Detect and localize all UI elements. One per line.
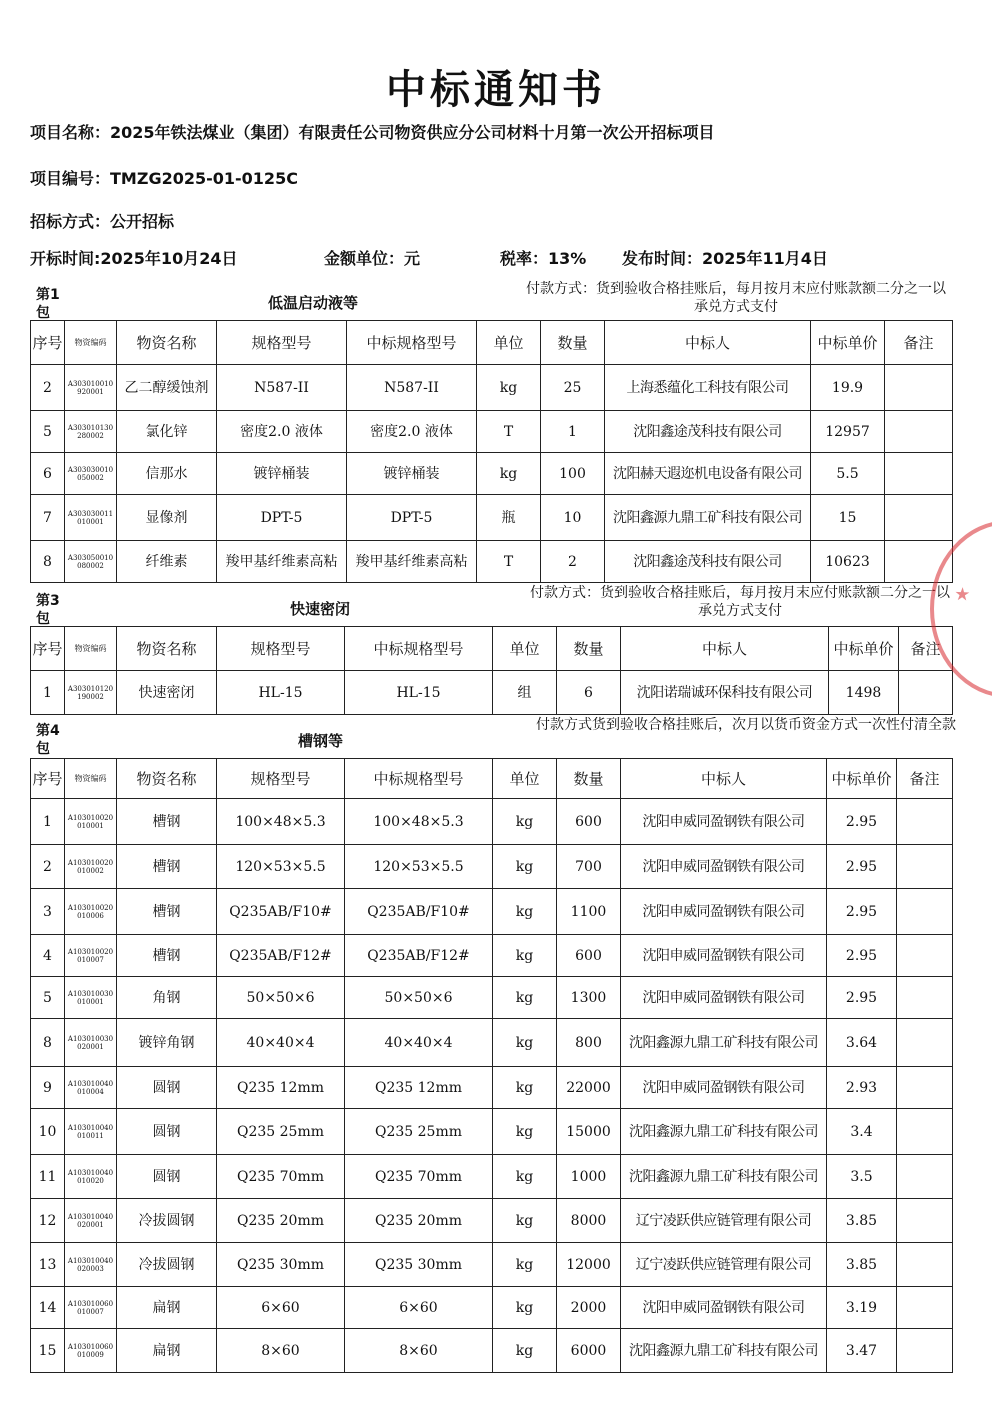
- cell-code: A103010040010020: [65, 1155, 117, 1199]
- cell-qty: 12000: [557, 1243, 621, 1287]
- cell-note: [897, 1109, 953, 1155]
- bid-table-package-4: [30, 758, 953, 1373]
- cell-name: 槽钢: [117, 935, 217, 977]
- table-row: [31, 1329, 953, 1373]
- cell-win-spec: Q235 70mm: [345, 1155, 493, 1199]
- cell-unit: kg: [493, 1019, 557, 1067]
- cell-code: A103010060010009: [65, 1329, 117, 1373]
- cell-qty: 2000: [557, 1287, 621, 1329]
- cell-qty: 10: [541, 495, 605, 541]
- cell-qty: 1100: [557, 889, 621, 935]
- cell-note: [897, 1243, 953, 1287]
- cell-name: 镀锌角钢: [117, 1019, 217, 1067]
- cell-winner: 沈阳鑫源九鼎工矿科技有限公司: [621, 1155, 827, 1199]
- package-name: 槽钢等: [298, 732, 344, 750]
- cell-winner: 沈阳鑫源九鼎工矿科技有限公司: [621, 1329, 827, 1373]
- table-row: [31, 1109, 953, 1155]
- cell-win-spec: 50×50×6: [345, 977, 493, 1019]
- cell-note: [897, 977, 953, 1019]
- cell-name: 扁钢: [117, 1329, 217, 1373]
- header-unit: 单位: [477, 321, 541, 365]
- cell-code: A103010060010007: [65, 1287, 117, 1329]
- cell-price: 3.5: [827, 1155, 897, 1199]
- cell-name: 槽钢: [117, 889, 217, 935]
- cell-name: 角钢: [117, 977, 217, 1019]
- payment-terms: 付款方式：货到验收合格挂账后，每月按月末应付账款额二分之一以承兑方式支付: [530, 585, 950, 619]
- cell-name: 槽钢: [117, 799, 217, 845]
- cell-spec: Q235 20mm: [217, 1199, 345, 1243]
- cell-winner: 沈阳鑫源九鼎工矿科技有限公司: [605, 495, 811, 541]
- header-winner: 中标人: [621, 627, 829, 671]
- cell-name: 纤维素: [117, 541, 217, 583]
- cell-seq: 8: [31, 541, 65, 583]
- cell-price: 19.9: [811, 365, 885, 411]
- cell-seq: 5: [31, 411, 65, 453]
- cell-code: A303010010920001: [65, 365, 117, 411]
- cell-unit: kg: [493, 799, 557, 845]
- header-note: 备注: [899, 627, 953, 671]
- cell-note: [897, 1155, 953, 1199]
- header-note: 备注: [897, 759, 953, 799]
- cell-win-spec: Q235AB/F10#: [345, 889, 493, 935]
- cell-winner: 上海悉蕴化工科技有限公司: [605, 365, 811, 411]
- cell-spec: Q235 25mm: [217, 1109, 345, 1155]
- header-win-spec: 中标规格型号: [345, 759, 493, 799]
- cell-winner: 沈阳申威同盈钢铁有限公司: [621, 1287, 827, 1329]
- table-row: [31, 541, 953, 583]
- cell-note: [885, 411, 953, 453]
- cell-winner: 沈阳鑫途茂科技有限公司: [605, 411, 811, 453]
- table-header-row: [31, 627, 953, 671]
- header-spec: 规格型号: [217, 321, 347, 365]
- cell-price: 3.4: [827, 1109, 897, 1155]
- cell-note: [897, 845, 953, 889]
- cell-code: A103010040020001: [65, 1199, 117, 1243]
- cell-unit: T: [477, 541, 541, 583]
- cell-price: 1498: [829, 671, 899, 715]
- cell-price: 2.95: [827, 889, 897, 935]
- cell-note: [897, 935, 953, 977]
- cell-seq: 14: [31, 1287, 65, 1329]
- cell-price: 3.19: [827, 1287, 897, 1329]
- header-seq: 序号: [31, 627, 65, 671]
- package-label: 第3包: [36, 593, 60, 627]
- header-price: 中标单价: [811, 321, 885, 365]
- cell-win-spec: 羧甲基纤维素高粘: [347, 541, 477, 583]
- cell-seq: 2: [31, 365, 65, 411]
- cell-note: [897, 1199, 953, 1243]
- table-row: [31, 365, 953, 411]
- table-header-row: [31, 759, 953, 799]
- cell-name: 圆钢: [117, 1067, 217, 1109]
- cell-note: [897, 1287, 953, 1329]
- header-name: 物资名称: [117, 627, 217, 671]
- table-row: [31, 1019, 953, 1067]
- cell-unit: kg: [493, 1155, 557, 1199]
- cell-winner: 沈阳鑫源九鼎工矿科技有限公司: [621, 1109, 827, 1155]
- cell-unit: kg: [493, 935, 557, 977]
- document-title: 中标通知书: [386, 67, 606, 113]
- cell-spec: 密度2.0 液体: [217, 411, 347, 453]
- publish-time: 发布时间：2025年11月4日: [622, 249, 828, 268]
- cell-unit: kg: [493, 1199, 557, 1243]
- header-unit: 单位: [493, 627, 557, 671]
- tax-rate: 税率：13%: [500, 249, 587, 268]
- cell-winner: 沈阳申威同盈钢铁有限公司: [621, 1067, 827, 1109]
- cell-winner: 沈阳申威同盈钢铁有限公司: [621, 977, 827, 1019]
- cell-qty: 700: [557, 845, 621, 889]
- cell-qty: 25: [541, 365, 605, 411]
- header-code: 物资编码: [65, 627, 117, 671]
- table-header-row: [31, 321, 953, 365]
- cell-unit: kg: [477, 453, 541, 495]
- package-label: 第4包: [36, 723, 60, 757]
- cell-code: A103010040020003: [65, 1243, 117, 1287]
- cell-qty: 100: [541, 453, 605, 495]
- cell-code: A303010120190002: [65, 671, 117, 715]
- cell-win-spec: Q235 30mm: [345, 1243, 493, 1287]
- cell-spec: 120×53×5.5: [217, 845, 345, 889]
- cell-unit: T: [477, 411, 541, 453]
- cell-name: 冷拔圆钢: [117, 1199, 217, 1243]
- cell-winner: 沈阳申威同盈钢铁有限公司: [621, 889, 827, 935]
- table-row: [31, 977, 953, 1019]
- cell-winner: 沈阳申威同盈钢铁有限公司: [621, 935, 827, 977]
- cell-price: 12957: [811, 411, 885, 453]
- cell-note: [897, 889, 953, 935]
- cell-price: 15: [811, 495, 885, 541]
- cell-price: 10623: [811, 541, 885, 583]
- cell-price: 3.64: [827, 1019, 897, 1067]
- cell-note: [897, 1329, 953, 1373]
- table-row: [31, 671, 953, 715]
- cell-spec: 羧甲基纤维素高粘: [217, 541, 347, 583]
- cell-unit: kg: [493, 1109, 557, 1155]
- cell-unit: kg: [493, 1243, 557, 1287]
- cell-winner: 沈阳赫天遐迩机电设备有限公司: [605, 453, 811, 495]
- cell-name: 乙二醇缓蚀剂: [117, 365, 217, 411]
- cell-win-spec: Q235AB/F12#: [345, 935, 493, 977]
- cell-win-spec: 100×48×5.3: [345, 799, 493, 845]
- header-unit: 单位: [493, 759, 557, 799]
- cell-spec: Q235AB/F10#: [217, 889, 345, 935]
- header-qty: 数量: [557, 627, 621, 671]
- cell-code: A103010030020001: [65, 1019, 117, 1067]
- cell-price: 2.95: [827, 799, 897, 845]
- cell-note: [897, 1067, 953, 1109]
- cell-seq: 4: [31, 935, 65, 977]
- table-row: [31, 1067, 953, 1109]
- cell-note: [899, 671, 953, 715]
- cell-spec: N587-II: [217, 365, 347, 411]
- cell-code: A103010020010002: [65, 845, 117, 889]
- cell-winner: 辽宁凌跃供应链管理有限公司: [621, 1243, 827, 1287]
- cell-seq: 5: [31, 977, 65, 1019]
- cell-qty: 6: [557, 671, 621, 715]
- table-row: [31, 411, 953, 453]
- cell-unit: kg: [493, 1067, 557, 1109]
- header-price: 中标单价: [827, 759, 897, 799]
- cell-qty: 600: [557, 799, 621, 845]
- cell-seq: 13: [31, 1243, 65, 1287]
- cell-name: 扁钢: [117, 1287, 217, 1329]
- cell-code: A103010030010001: [65, 977, 117, 1019]
- cell-unit: kg: [493, 977, 557, 1019]
- cell-seq: 11: [31, 1155, 65, 1199]
- cell-win-spec: HL-15: [345, 671, 493, 715]
- cell-winner: 沈阳申威同盈钢铁有限公司: [621, 845, 827, 889]
- cell-win-spec: DPT-5: [347, 495, 477, 541]
- project-name-label: 项目名称：: [30, 123, 111, 142]
- cell-win-spec: Q235 20mm: [345, 1199, 493, 1243]
- cell-spec: 镀锌桶装: [217, 453, 347, 495]
- table-row: [31, 889, 953, 935]
- cell-code: A103010020010007: [65, 935, 117, 977]
- header-code: 物资编码: [65, 759, 117, 799]
- cell-unit: kg: [477, 365, 541, 411]
- cell-seq: 8: [31, 1019, 65, 1067]
- cell-price: 2.95: [827, 977, 897, 1019]
- header-note: 备注: [885, 321, 953, 365]
- header-winner: 中标人: [621, 759, 827, 799]
- project-name-line: [30, 120, 715, 143]
- cell-price: 3.85: [827, 1199, 897, 1243]
- cell-win-spec: 镀锌桶装: [347, 453, 477, 495]
- cell-spec: 8×60: [217, 1329, 345, 1373]
- table-row: [31, 1287, 953, 1329]
- cell-name: 显像剂: [117, 495, 217, 541]
- table-row: [31, 935, 953, 977]
- table-row: [31, 1199, 953, 1243]
- cell-win-spec: Q235 25mm: [345, 1109, 493, 1155]
- cell-code: A303010130280002: [65, 411, 117, 453]
- cell-spec: 40×40×4: [217, 1019, 345, 1067]
- cell-unit: kg: [493, 1329, 557, 1373]
- cell-qty: 15000: [557, 1109, 621, 1155]
- cell-name: 冷拔圆钢: [117, 1243, 217, 1287]
- cell-win-spec: 8×60: [345, 1329, 493, 1373]
- table-row: [31, 799, 953, 845]
- cell-qty: 8000: [557, 1199, 621, 1243]
- cell-seq: 10: [31, 1109, 65, 1155]
- bid-table-package-1: [30, 320, 953, 583]
- cell-unit: 组: [493, 671, 557, 715]
- cell-note: [897, 799, 953, 845]
- cell-spec: HL-15: [217, 671, 345, 715]
- cell-winner: 辽宁凌跃供应链管理有限公司: [621, 1199, 827, 1243]
- project-no-line: [30, 166, 298, 189]
- cell-seq: 12: [31, 1199, 65, 1243]
- project-no: TMZG2025-01-0125C: [110, 169, 298, 188]
- cell-winner: 沈阳鑫途茂科技有限公司: [605, 541, 811, 583]
- header-qty: 数量: [557, 759, 621, 799]
- cell-note: [885, 453, 953, 495]
- header-name: 物资名称: [117, 759, 217, 799]
- bid-table-package-3: [30, 626, 953, 715]
- header-price: 中标单价: [829, 627, 899, 671]
- cell-code: A103010040010011: [65, 1109, 117, 1155]
- table-row: [31, 1243, 953, 1287]
- cell-qty: 6000: [557, 1329, 621, 1373]
- package-label: 第1包: [36, 287, 60, 321]
- cell-code: A103010020010006: [65, 889, 117, 935]
- cell-name: 快速密闭: [117, 671, 217, 715]
- cell-code: A103010020010001: [65, 799, 117, 845]
- package-name: 快速密闭: [290, 600, 351, 618]
- cell-qty: 22000: [557, 1067, 621, 1109]
- cell-code: A303050010080002: [65, 541, 117, 583]
- table-row: [31, 453, 953, 495]
- cell-seq: 15: [31, 1329, 65, 1373]
- cell-name: 圆钢: [117, 1155, 217, 1199]
- cell-spec: 6×60: [217, 1287, 345, 1329]
- cell-note: [885, 495, 953, 541]
- cell-name: 圆钢: [117, 1109, 217, 1155]
- header-seq: 序号: [31, 321, 65, 365]
- cell-win-spec: 6×60: [345, 1287, 493, 1329]
- project-name: 2025年铁法煤业（集团）有限责任公司物资供应分公司材料十月第一次公开招标项目: [110, 123, 715, 142]
- cell-seq: 9: [31, 1067, 65, 1109]
- cell-code: A303030010050002: [65, 453, 117, 495]
- table-row: [31, 495, 953, 541]
- cell-winner: 沈阳诺瑞诚环保科技有限公司: [621, 671, 829, 715]
- cell-unit: 瓶: [477, 495, 541, 541]
- cell-price: 2.95: [827, 935, 897, 977]
- cell-qty: 1300: [557, 977, 621, 1019]
- cell-price: 5.5: [811, 453, 885, 495]
- cell-seq: 2: [31, 845, 65, 889]
- cell-price: 2.93: [827, 1067, 897, 1109]
- cell-seq: 1: [31, 671, 65, 715]
- payment-terms: 付款方式：货到验收合格挂账后，每月按月末应付账款额二分之一以承兑方式支付: [526, 281, 946, 315]
- header-winner: 中标人: [605, 321, 811, 365]
- cell-win-spec: Q235 12mm: [345, 1067, 493, 1109]
- header-code: 物资编码: [65, 321, 117, 365]
- project-no-label: 项目编号：: [30, 169, 111, 188]
- cell-name: 信那水: [117, 453, 217, 495]
- cell-unit: kg: [493, 1287, 557, 1329]
- cell-code: A103010040010004: [65, 1067, 117, 1109]
- cell-spec: 100×48×5.3: [217, 799, 345, 845]
- cell-code: A303030011010001: [65, 495, 117, 541]
- header-spec: 规格型号: [217, 759, 345, 799]
- cell-qty: 2: [541, 541, 605, 583]
- cell-winner: 沈阳鑫源九鼎工矿科技有限公司: [621, 1019, 827, 1067]
- cell-price: 3.47: [827, 1329, 897, 1373]
- header-win-spec: 中标规格型号: [347, 321, 477, 365]
- cell-spec: DPT-5: [217, 495, 347, 541]
- cell-spec: Q235 70mm: [217, 1155, 345, 1199]
- payment-terms: 付款方式货到验收合格挂账后，次月以货币资金方式一次性付清全款: [536, 717, 956, 733]
- cell-qty: 600: [557, 935, 621, 977]
- cell-seq: 3: [31, 889, 65, 935]
- cell-spec: Q235 30mm: [217, 1243, 345, 1287]
- method-line: [30, 209, 174, 232]
- cell-note: [885, 365, 953, 411]
- cell-win-spec: N587-II: [347, 365, 477, 411]
- cell-qty: 800: [557, 1019, 621, 1067]
- table-row: [31, 845, 953, 889]
- cell-spec: Q235 12mm: [217, 1067, 345, 1109]
- method-label: 招标方式：: [30, 212, 111, 231]
- cell-name: 槽钢: [117, 845, 217, 889]
- package-name: 低温启动液等: [268, 294, 359, 312]
- cell-qty: 1000: [557, 1155, 621, 1199]
- cell-spec: 50×50×6: [217, 977, 345, 1019]
- company-seal: ★: [930, 520, 992, 698]
- cell-seq: 7: [31, 495, 65, 541]
- header-qty: 数量: [541, 321, 605, 365]
- cell-spec: Q235AB/F12#: [217, 935, 345, 977]
- header-win-spec: 中标规格型号: [345, 627, 493, 671]
- table-row: [31, 1155, 953, 1199]
- cell-unit: kg: [493, 845, 557, 889]
- header-spec: 规格型号: [217, 627, 345, 671]
- cell-win-spec: 120×53×5.5: [345, 845, 493, 889]
- cell-seq: 6: [31, 453, 65, 495]
- open-time: 开标时间:2025年10月24日: [30, 249, 238, 268]
- header-name: 物资名称: [117, 321, 217, 365]
- cell-unit: kg: [493, 889, 557, 935]
- cell-win-spec: 40×40×4: [345, 1019, 493, 1067]
- method: 公开招标: [110, 212, 175, 231]
- cell-note: [897, 1019, 953, 1067]
- cell-price: 2.95: [827, 845, 897, 889]
- cell-price: 3.85: [827, 1243, 897, 1287]
- cell-seq: 1: [31, 799, 65, 845]
- cell-winner: 沈阳申威同盈钢铁有限公司: [621, 799, 827, 845]
- header-seq: 序号: [31, 759, 65, 799]
- cell-name: 氯化锌: [117, 411, 217, 453]
- cell-qty: 1: [541, 411, 605, 453]
- amount-unit: 金额单位：元: [324, 249, 421, 268]
- cell-win-spec: 密度2.0 液体: [347, 411, 477, 453]
